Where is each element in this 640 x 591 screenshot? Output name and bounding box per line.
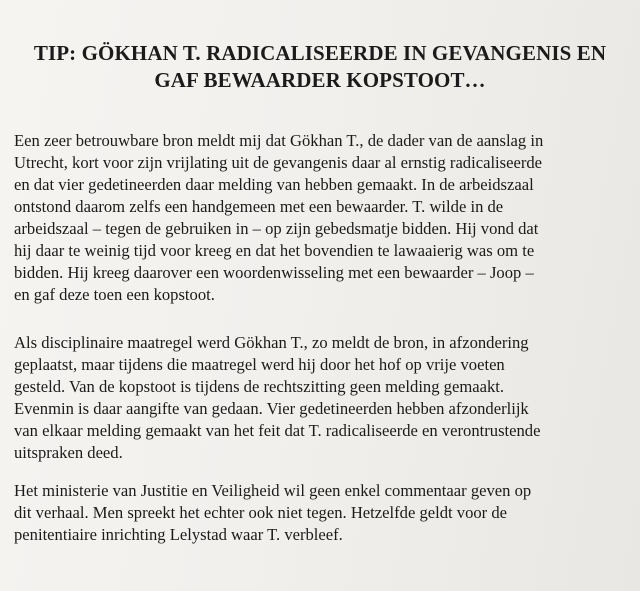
paragraph-1	[14, 130, 634, 306]
text-line: ontstond daarom zelfs een handgemeen met een bewaarder. T. wilde in de	[14, 197, 504, 216]
text-line: uitspraken deed.	[14, 443, 123, 462]
text-line: Als disciplinaire maatregel werd Gökhan T., zo meldt de bron, in afzondering	[14, 333, 529, 352]
paragraph-3	[14, 480, 634, 546]
document-title	[14, 40, 626, 94]
text-line: penitentiaire inrichting Lelystad waar T. verbleef.	[14, 525, 343, 544]
text-line: en dat vier gedetineerden daar melding van hebben gemaakt. In de arbeidszaal	[14, 175, 534, 194]
text-line: hij daar te weinig tijd voor kreeg en dat het bovendien te lawaaierig was om te	[14, 241, 535, 260]
title-line: GAF BEWAARDER KOPSTOOT…	[154, 68, 486, 92]
text-line: dit verhaal. Men spreekt het echter ook niet tegen. Hetzelfde geldt voor de	[14, 503, 508, 522]
text-line: bidden. Hij kreeg daarover een woordenwisseling met een bewaarder – Joop –	[14, 263, 534, 282]
text-line: gesteld. Van de kopstoot is tijdens de rechtszitting geen melding gemaakt.	[14, 377, 505, 396]
paragraph-2	[14, 332, 634, 464]
text-line: van elkaar melding gemaakt van het feit dat T. radicaliseerde en verontrustende	[14, 421, 541, 440]
text-line: Een zeer betrouwbare bron meldt mij dat Gökhan T., de dader van de aanslag in	[14, 131, 544, 150]
title-line: TIP: GÖKHAN T. RADICALISEERDE IN GEVANGENIS EN	[33, 41, 607, 65]
text-line: Het ministerie van Justitie en Veiligheid wil geen enkel commentaar geven op	[14, 481, 532, 500]
text-line: geplaatst, maar tijdens die maatregel werd hij door het hof op vrije voeten	[14, 355, 505, 374]
text-line: Evenmin is daar aangifte van gedaan. Vier gedetineerden hebben afzonderlijk	[14, 399, 529, 418]
text-line: en gaf deze toen een kopstoot.	[14, 285, 215, 304]
text-line: Utrecht, kort voor zijn vrijlating uit de gevangenis daar al ernstig radicaliseerde	[14, 153, 543, 172]
text-line: arbeidszaal – tegen de gebruiken in – op zijn gebedsmatje bidden. Hij vond dat	[14, 219, 539, 238]
